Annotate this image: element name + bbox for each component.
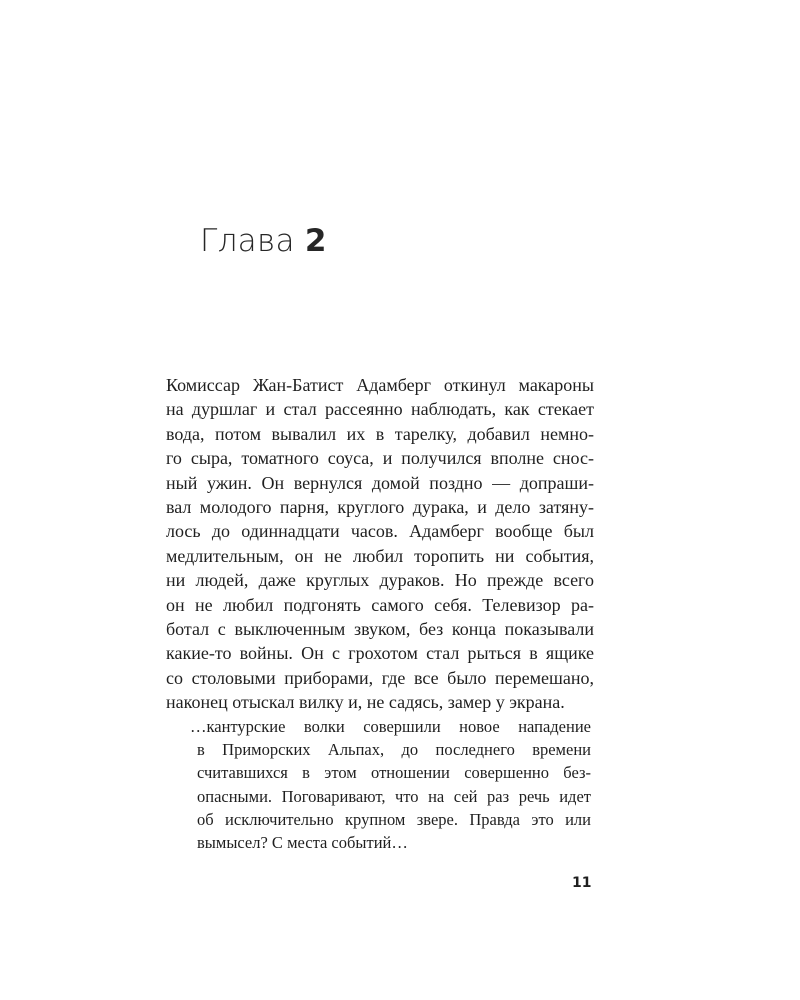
paragraph-line: го сыра, томатного соуса, и получился вполне снос-: [166, 448, 594, 469]
chapter-label: Глава: [200, 223, 295, 259]
quote-line: считавшихся в этом отношении совершенно без-: [197, 763, 591, 783]
paragraph-line: какие-то войны. Он с грохотом стал рыться в ящике: [166, 643, 594, 664]
quote-line: в Приморских Альпах, до последнего времени: [197, 740, 591, 760]
quote-line: …кантурские волки совершили новое нападение: [190, 717, 591, 736]
quote-line: вымысел? С места событий…: [197, 833, 408, 853]
quote-line: об исключительно крупном звере. Правда это или: [197, 809, 591, 829]
paragraph-line: ни людей, даже круглых дураков. Но прежде всего: [166, 570, 594, 591]
chapter-title: [200, 223, 327, 259]
paragraph-line: лось до одиннадцати часов. Адамберг вообще был: [166, 521, 594, 542]
chapter-number: 2: [304, 223, 327, 259]
paragraph-line: он не любил подгонять самого себя. Телевизор ра-: [166, 594, 594, 615]
paragraph-line: медлительным, он не любил торопить ни события,: [166, 545, 594, 566]
paragraph-line: вал молодого парня, круглого дурака, и дело затяну-: [166, 497, 594, 518]
paragraph-line: наконец отыскал вилку и, не садясь, замер у экрана.: [166, 692, 565, 713]
tv-news-quote: [190, 715, 591, 854]
paragraph-line: вода, потом вывалил их в тарелку, добавил немно-: [166, 423, 594, 444]
quote-line: опасными. Поговаривают, что на сей раз речь идет: [197, 786, 591, 806]
page-number: 11: [572, 875, 592, 891]
paragraph-line: ботал с выключенным звуком, без конца показывали: [166, 619, 594, 640]
main-paragraph: [166, 373, 594, 715]
paragraph-line: Комиссар Жан-Батист Адамберг откинул макароны: [166, 375, 594, 395]
paragraph-line: со столовыми приборами, где все было перемешано,: [166, 667, 594, 688]
paragraph-line: ный ужин. Он вернулся домой поздно — допраши-: [166, 472, 594, 493]
paragraph-line: на дуршлаг и стал рассеянно наблюдать, как стекает: [166, 399, 594, 420]
